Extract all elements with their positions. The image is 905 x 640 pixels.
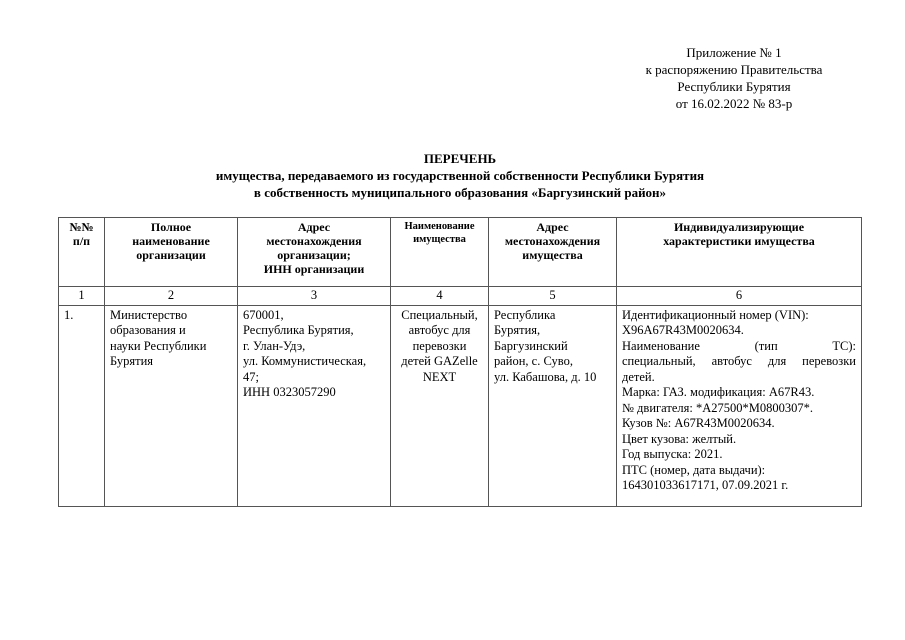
body-color: Цвет кузова: желтый. (622, 431, 737, 446)
table-header-row (59, 218, 862, 287)
appendix-date: от 16.02.2022 № 83-р (675, 96, 793, 111)
title-line: в собственность муниципального образования «Баргузинский район» (253, 185, 667, 200)
appendix-block (614, 44, 854, 112)
appendix-line: Республики Бурятия (677, 79, 791, 94)
property-name-cell: Специальный, автобус для перевозки детей GAZelle NEXT (391, 305, 489, 506)
appendix-line: к распоряжению Правительства (645, 62, 823, 77)
title-line: имущества, передаваемого из государственной собственности Республики Бурятия (215, 168, 705, 183)
column-number-row (59, 287, 862, 306)
engine-number: № двигателя: *A27500*M0800307*. (622, 400, 813, 415)
table-row (59, 305, 862, 506)
characteristics-cell (617, 305, 862, 506)
body-number: Кузов №: A67R43M0020634. (622, 416, 775, 430)
column-number: 6 (617, 287, 862, 306)
column-number: 5 (489, 287, 617, 306)
vin-label: Идентификационный номер (VIN): (622, 307, 809, 322)
vehicle-type-label: Наименование (тип ТС): (622, 338, 856, 353)
header-property-address: Адрес местонахождения имущества (489, 218, 617, 287)
header-org-address: Адрес местонахождения организации; ИНН организации (238, 218, 391, 287)
column-number: 3 (238, 287, 391, 306)
year-of-manufacture: Год выпуска: 2021. (622, 447, 723, 461)
header-property-name: Наименование имущества (391, 218, 489, 287)
vehicle-type-value-end: детей. (622, 369, 655, 384)
title-heading: ПЕРЕЧЕНЬ (423, 151, 497, 166)
header-organization: Полное наименование организации (105, 218, 238, 287)
appendix-line: Приложение № 1 (686, 45, 782, 60)
org-address-cell: 670001, Республика Бурятия, г. Улан-Удэ, ул. Коммунистическая, 47; ИНН 0323057290 (238, 305, 391, 506)
header-number: №№ п/п (59, 218, 105, 287)
header-characteristics: Индивидуализирующие характеристики имущества (617, 218, 862, 287)
column-number: 2 (105, 287, 238, 306)
column-number: 4 (391, 287, 489, 306)
row-number: 1. (59, 305, 105, 506)
property-address-cell: Республика Бурятия, Баргузинский район, с. Суво, ул. Кабашова, д. 10 (489, 305, 617, 506)
document-title (60, 150, 860, 201)
property-table (58, 217, 862, 507)
vin-value: X96A67R43M0020634. (622, 323, 744, 337)
pts-label: ПТС (номер, дата выдачи): (622, 462, 766, 477)
make-model: Марка: ГАЗ. модификация: A67R43. (622, 385, 815, 399)
pts-value: 164301033617171, 07.09.2021 г. (622, 478, 789, 492)
vehicle-type-value: специальный, автобус для перевозки (622, 354, 856, 368)
organization-cell: Министерство образования и науки Республики Бурятия (105, 305, 238, 506)
column-number: 1 (59, 287, 105, 306)
